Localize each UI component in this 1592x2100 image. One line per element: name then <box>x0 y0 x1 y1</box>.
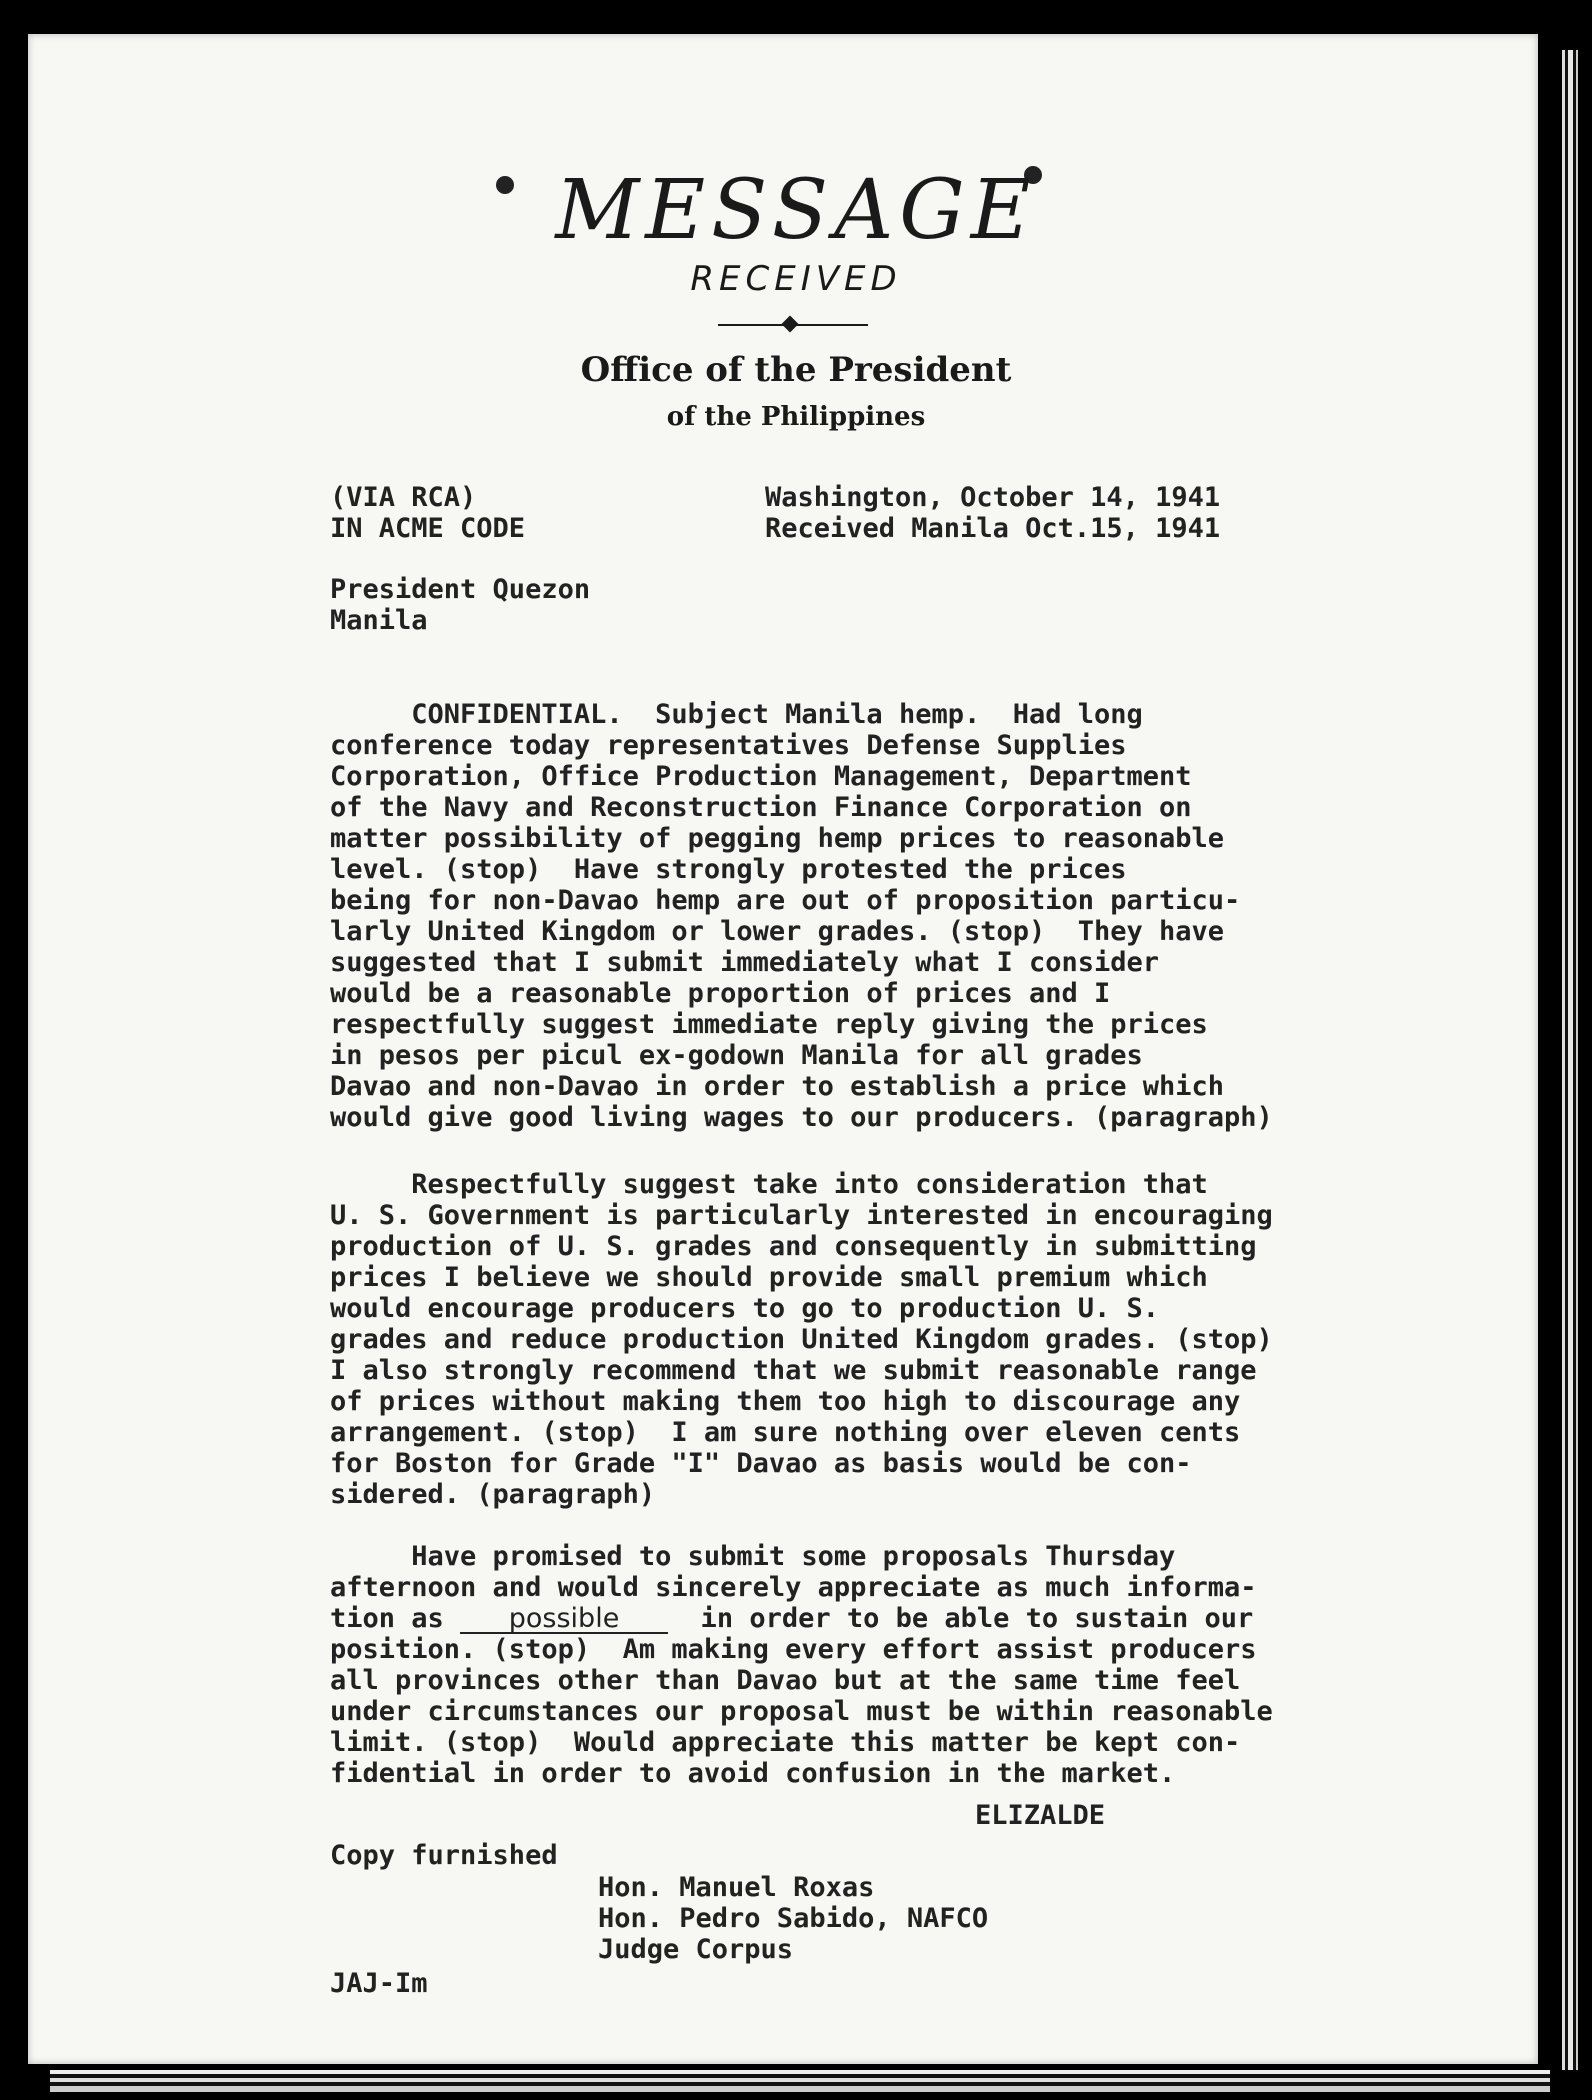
text-line: limit. (stop) Would appreciate this matter be kept con- <box>330 1727 1241 1758</box>
office-name: Office of the President <box>580 350 1012 390</box>
text-line: in pesos per picul ex-godown Manila for all grades <box>330 1040 1143 1071</box>
text-line-with-handwriting <box>330 1603 1273 1634</box>
addressee-city: Manila <box>330 605 428 636</box>
text-line: of the Navy and Reconstruction Finance Corporation on <box>330 792 1192 823</box>
routing-code: IN ACME CODE <box>330 513 526 544</box>
text-line: I also strongly recommend that we submit reasonable range <box>330 1355 1257 1386</box>
addressee <box>330 574 590 636</box>
stacked-page-edge-bottom <box>50 2070 1550 2092</box>
text-segment: in order to be able to sustain our <box>668 1603 1254 1634</box>
text-line: Respectfully suggest take into consideration that <box>330 1169 1208 1200</box>
copy-recipients <box>598 1872 988 1965</box>
addressee-name: President Quezon <box>330 574 591 605</box>
text-line: Corporation, Office Production Management, Department <box>330 761 1192 792</box>
text-line: production of U. S. grades and consequently in submitting <box>330 1231 1257 1262</box>
text-line: under circumstances our proposal must be within reasonable <box>330 1696 1273 1727</box>
handwritten-insert: possible <box>460 1605 668 1634</box>
text-segment: tion as <box>330 1603 461 1634</box>
routing-right <box>765 482 1220 544</box>
recipient: Hon. Manuel Roxas <box>598 1872 875 1903</box>
text-line: of prices without making them too high to discourage any <box>330 1386 1241 1417</box>
text-line: Have promised to submit some proposals Thursday <box>330 1541 1176 1572</box>
paragraph-2 <box>330 1138 1273 1541</box>
text-line: suggested that I submit immediately what I consider <box>330 947 1160 978</box>
routing-sent: Washington, October 14, 1941 <box>765 482 1221 513</box>
text-line: prices I believe we should provide small premium which <box>330 1262 1208 1293</box>
text-line: level. (stop) Have strongly protested the prices <box>330 854 1127 885</box>
letterhead-title: MESSAGE <box>555 163 1037 258</box>
paragraph-1 <box>330 668 1273 1164</box>
text-line: sidered. (paragraph) <box>330 1479 656 1510</box>
text-line: position. (stop) Am making every effort assist producers <box>330 1634 1257 1665</box>
routing-received: Received Manila Oct.15, 1941 <box>765 513 1221 544</box>
typist-initials: JAJ-Im <box>330 1968 428 1999</box>
text-line: would encourage producers to go to production U. S. <box>330 1293 1160 1324</box>
text-line: would give good living wages to our producers. (paragraph) <box>330 1102 1273 1133</box>
text-line: CONFIDENTIAL. Subject Manila hemp. Had long <box>330 699 1143 730</box>
text-line: conference today representatives Defense Supplies <box>330 730 1127 761</box>
text-line: respectfully suggest immediate reply giving the prices <box>330 1009 1208 1040</box>
text-line: arrangement. (stop) I am sure nothing over eleven cents <box>330 1417 1241 1448</box>
text-line: grades and reduce production United Kingdom grades. (stop) <box>330 1324 1273 1355</box>
text-line: Davao and non-Davao in order to establish a price which <box>330 1071 1225 1102</box>
text-line: matter possibility of pegging hemp prices to reasonable <box>330 823 1225 854</box>
recipient: Judge Corpus <box>598 1934 794 1965</box>
text-line: would be a reasonable proportion of prices and I <box>330 978 1111 1009</box>
text-line: fidential in order to avoid confusion in the market. <box>330 1758 1176 1789</box>
text-line: all provinces other than Davao but at the same time feel <box>330 1665 1241 1696</box>
text-line: larly United Kingdom or lower grades. (stop) They have <box>330 916 1225 947</box>
routing-left <box>330 482 525 544</box>
text-line: U. S. Government is particularly interested in encouraging <box>330 1200 1273 1231</box>
routing-via: (VIA RCA) <box>330 482 477 513</box>
text-line: afternoon and would sincerely appreciate as much informa- <box>330 1572 1257 1603</box>
paragraph-3 <box>330 1510 1273 1820</box>
signature: ELIZALDE <box>975 1800 1106 1831</box>
copy-furnished-label: Copy furnished <box>330 1840 558 1871</box>
text-line: for Boston for Grade "I" Davao as basis would be con- <box>330 1448 1192 1479</box>
letterhead-subtitle: RECEIVED <box>690 259 902 299</box>
text-line: being for non-Davao hemp are out of proposition particu- <box>330 885 1241 916</box>
office-country: of the Philippines <box>666 402 926 432</box>
recipient: Hon. Pedro Sabido, NAFCO <box>598 1903 989 1934</box>
